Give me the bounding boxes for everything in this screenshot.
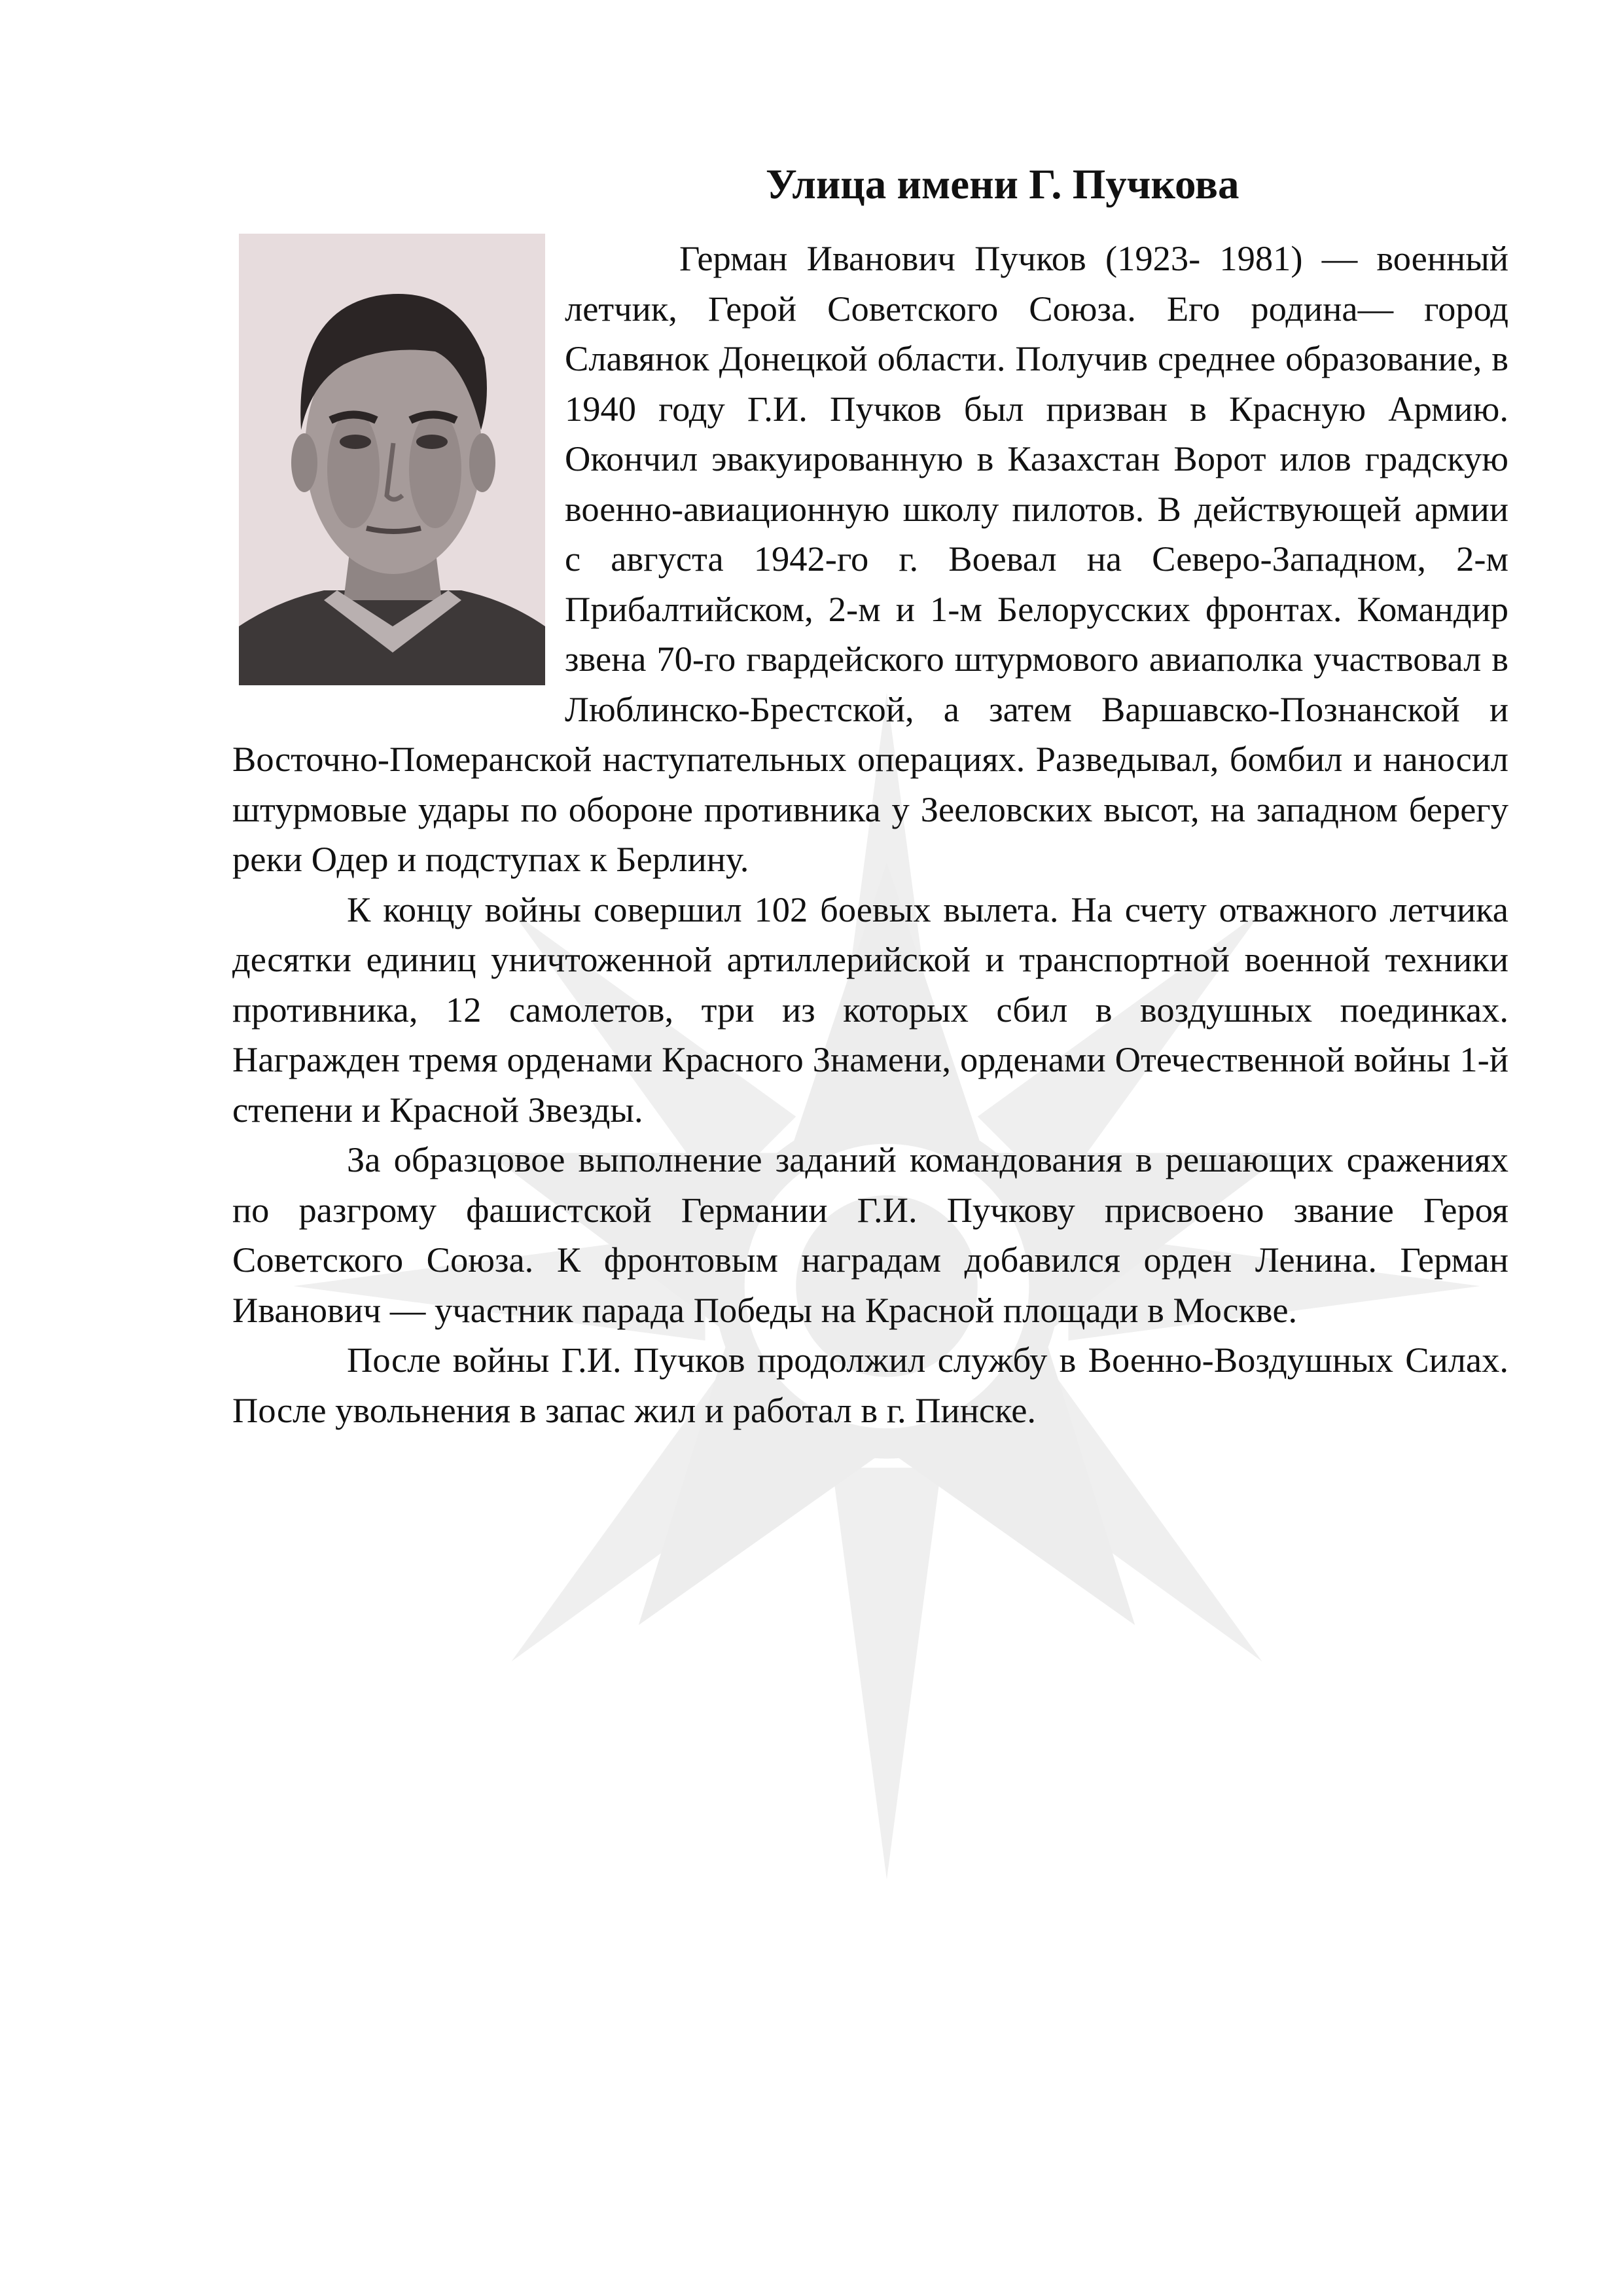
paragraph: К концу войны совершил 102 боевых вылета. На счету отважного летчика десятки единиц уничтоженной артиллерийской и транспортной военной техники противника, 12 самолетов, три из которых сбил в воздушных поединках. Награжден тремя орденами Красного Знамени, орденами Отечественной войны 1-й степени и Красной Звезды. xyxy=(232,889,1508,1130)
paragraph: Герман Иванович Пучков (1923- 1981) — военный летчик, Герой Советского Союза. Его родина— город Славянок Донецкой области. Получив среднее образование, в 1940 году Г.И. Пучков был призван в Красную Армию. Окончил эвакуированную в Казахстан Ворот илов градскую военно-авиационную школу пилотов. В действующей армии с августа 1942-го г. Воевал на Северо-Западном, 2-м Прибалтийском, 2-м и 1-м Белорусских фронтах. Командир звена 70-го гвардейского штурмового авиаполка участвовал в Люблинско-Брестской, а затем Варшавско-Познанской и Восточно-Померанской наступательных операциях. Разведывал, бомбил и наносил штурмовые удары по обороне противника у Зееловских высот, на западном берегу реки Одер и подступах к Берлину. xyxy=(232,238,1508,879)
paragraph: После войны Г.И. Пучков продолжил службу в Военно-Воздушных Силах. После увольнения в запас жил и работал в г. Пинске. xyxy=(232,1340,1508,1430)
paragraph: За образцовое выполнение заданий командования в решающих сражениях по разгрому фашистской Германии Г.И. Пучкову присвоено звание Героя Советского Союза. К фронтовым наградам добавился орден Ленина. Герман Иванович — участник парада Победы на Красной площади в Москве. xyxy=(232,1139,1508,1330)
biography-text xyxy=(232,234,1508,1435)
portrait-photo-icon xyxy=(239,234,545,685)
page-title: Улица имени Г. Пучкова xyxy=(766,161,1240,208)
